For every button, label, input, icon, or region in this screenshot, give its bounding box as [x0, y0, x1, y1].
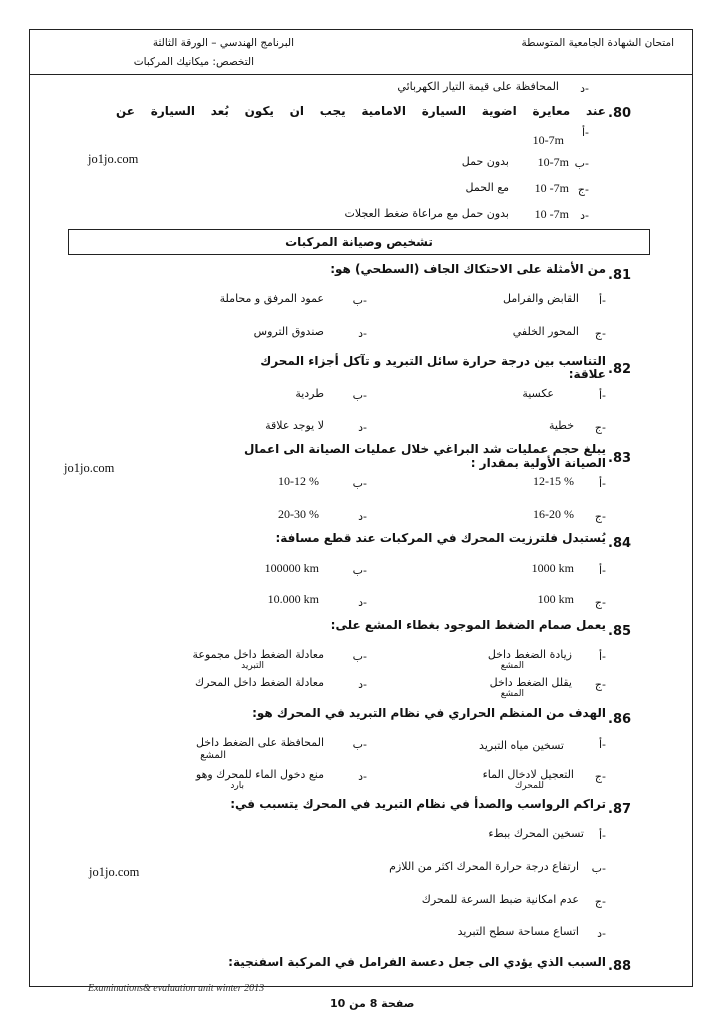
q80-option-a-value: 10-7m [532, 133, 564, 147]
q80-option-b-letter: ب- [574, 157, 589, 170]
q87-option-c-text: عدم امكانية ضبط السرعة للمحرك [421, 893, 579, 906]
q86-option-b-letter: ب- [352, 738, 367, 751]
q85-option-a-text: زيادة الضغط داخل [487, 648, 572, 661]
q86-option-d-letter: د- [358, 770, 367, 783]
q80-option-b-value: 10-7m [537, 155, 569, 169]
q82-line2: علاقة: [568, 367, 606, 381]
q80-number: .80 [608, 106, 632, 121]
q85-option-d-letter: د- [358, 678, 367, 691]
q83-option-a-letter: أ- [598, 477, 606, 490]
q80-option-d-text: بدون حمل مع مراعاة ضغط العجلات [344, 207, 509, 220]
q85-option-b-letter: ب- [352, 650, 367, 663]
q86-option-b-text2: المشع [200, 750, 226, 761]
q84-option-d-value: 10.000 km [267, 592, 319, 606]
q82-option-c-letter: ج- [594, 421, 606, 434]
q80-text: عند معايرة اضوية السيارة الامامية يجب ان يكون بُعد السيارة عن [116, 104, 606, 118]
q82-option-a-text: عكسية [522, 387, 554, 400]
footer-note: Examinations& evaluation unit winter 2013 [88, 983, 265, 994]
q86-text: الهدف من المنظم الحراري في نظام التبريد في المحرك هو: [252, 706, 606, 720]
q87-option-d-letter: د- [597, 927, 606, 940]
q84-option-c-value: 100 km [537, 592, 574, 606]
q79-option-d-text: المحافظة على قيمة التيار الكهربائي [397, 80, 559, 93]
q81-option-b-letter: ب- [352, 294, 367, 307]
q87-number: .87 [608, 802, 632, 817]
q88-number: .88 [608, 959, 632, 974]
q86-option-a-letter: أ- [598, 738, 606, 751]
watermark-1: jo1jo.com [88, 152, 139, 166]
q80-option-d-letter: د- [580, 209, 589, 222]
q82-option-d-text: لا يوجد علاقة [265, 419, 324, 432]
q80-option-a-letter: أ- [581, 126, 589, 139]
q84-number: .84 [608, 536, 632, 551]
q82-option-a-letter: أ- [598, 389, 606, 402]
q85-option-c-text2: المشع [500, 689, 524, 699]
q86-option-c-letter: ج- [594, 770, 606, 783]
q86-option-b-text: المحافظة على الضغط داخل [195, 736, 324, 749]
exam-title: امتحان الشهادة الجامعية المتوسطة [521, 37, 674, 49]
q86-option-d-text2: بارد [230, 781, 244, 791]
q85-option-c-text: يقلل الضغط داخل [489, 676, 572, 689]
q82-option-b-letter: ب- [352, 389, 367, 402]
q84-option-a-letter: أ- [598, 564, 606, 577]
section-title: تشخيص وصيانة المركبات [68, 229, 650, 255]
q87-option-b-letter: ب- [591, 862, 606, 875]
q86-option-d-text: منع دخول الماء للمحرك وهو [195, 768, 324, 781]
q85-option-c-letter: ج- [594, 678, 606, 691]
q83-option-c-value: 16-20 % [533, 507, 574, 521]
q86-option-c-text2: للمحرك [514, 781, 544, 791]
q85-text: يعمل صمام الضغط الموجود بغطاء المشع على: [330, 618, 606, 632]
q80-option-c-letter: ج- [577, 183, 589, 196]
q81-option-c-text: المحور الخلفي [512, 325, 579, 338]
q83-option-d-letter: د- [358, 510, 367, 523]
q83-number: .83 [608, 451, 632, 466]
q81-option-d-text: صندوق التروس [253, 325, 324, 338]
q83-line2: الصيانة الأولية بمقدار : [470, 456, 606, 470]
q84-option-b-letter: ب- [352, 564, 367, 577]
q84-option-a-value: 1000 km [531, 561, 574, 575]
q81-text: من الأمثلة على الاحتكاك الجاف (السطحي) هو: [330, 262, 606, 276]
q84-option-d-letter: د- [358, 596, 367, 609]
watermark-3: jo1jo.com [89, 865, 140, 879]
q80-option-b-text: بدون حمل [461, 155, 509, 168]
q80-option-c-value: 10 -7m [534, 181, 569, 195]
q83-line1: يبلغ حجم عمليات شد البراغي خلال عمليات الصيانة الى اعمال [243, 442, 606, 456]
q86-option-a-text: تسخين مياه التبريد [479, 739, 564, 752]
specialty-title: التخصص: ميكانيك المركبات [133, 56, 254, 68]
q81-option-c-letter: ج- [594, 327, 606, 340]
q83-option-a-value: 12-15 % [533, 474, 574, 488]
q88-text: السبب الذي يؤدي الى جعل دعسة الفرامل في المركبة اسفنجية: [228, 955, 606, 969]
q85-option-b-text2: التبريد [241, 661, 264, 671]
q84-option-b-value: 100000 km [264, 561, 319, 575]
q85-number: .85 [608, 624, 632, 639]
q80-option-c-text: مع الحمل [465, 181, 509, 194]
q85-option-a-letter: أ- [598, 650, 606, 663]
q84-option-c-letter: ج- [594, 596, 606, 609]
q87-option-b-text: ارتفاع درجة حرارة المحرك اكثر من اللازم [389, 860, 579, 873]
q87-option-a-letter: أ- [598, 829, 606, 842]
q82-option-d-letter: د- [358, 421, 367, 434]
q87-option-a-text: تسخين المحرك ببطء [488, 827, 584, 840]
q87-text: تراكم الرواسب والصدأ في نظام التبريد في المحرك يتسبب في: [230, 797, 606, 811]
q85-option-b-text: معادلة الضغط داخل مجموعة [192, 648, 324, 661]
program-title: البرنامج الهندسي – الورقة الثالثة [152, 37, 294, 49]
q83-option-b-letter: ب- [352, 477, 367, 490]
q82-option-b-text: طردية [295, 387, 324, 400]
q85-option-a-text2: المشع [500, 661, 524, 671]
q82-line1: التناسب بين درجة حرارة سائل التبريد و تآكل أجزاء المحرك [260, 354, 606, 368]
q81-number: .81 [608, 268, 632, 283]
q86-number: .86 [608, 712, 632, 727]
q83-option-d-value: 20-30 % [278, 507, 319, 521]
q81-option-a-text: القابض والفرامل [503, 292, 579, 305]
q85-option-d-text: معادلة الضغط داخل المحرك [195, 676, 324, 689]
q83-option-b-value: 10-12 % [278, 474, 319, 488]
q81-option-b-text: عمود المرفق و محاملة [219, 292, 324, 305]
page-frame [29, 29, 693, 987]
q79-option-d-letter: د- [580, 82, 589, 95]
q87-option-d-text: اتساع مساحة سطح التبريد [457, 925, 579, 938]
q87-option-c-letter: ج- [594, 895, 606, 908]
q82-option-c-text: خطية [548, 419, 574, 432]
q80-option-d-value: 10 -7m [534, 207, 569, 221]
q83-option-c-letter: ج- [594, 510, 606, 523]
q84-text: يُستبدل فلترزيت المحرك في المركبات عند قطع مسافة: [275, 531, 606, 545]
q86-option-c-text: التعجيل لادخال الماء [482, 768, 574, 781]
header-divider [29, 74, 693, 75]
q81-option-d-letter: د- [358, 327, 367, 340]
watermark-2: jo1jo.com [64, 461, 115, 475]
page-number: صفحة 8 من 10 [330, 997, 415, 1010]
q82-number: .82 [608, 362, 632, 377]
q81-option-a-letter: أ- [598, 294, 606, 307]
